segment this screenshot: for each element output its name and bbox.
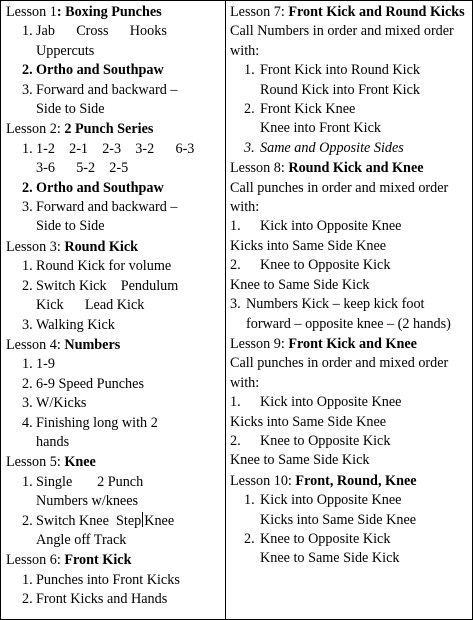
list-item: 2. Ortho and Southpaw (22, 179, 164, 196)
list-item: 3. Numbers Kick – keep kick foot forward – opposite knee – (2 hands) (230, 296, 451, 332)
lesson-title: Lesson 4: Numbers (6, 336, 121, 353)
list-item: 1. 1-2 2-1 2-3 3-2 6-3 3-6 5-2 2-5 (22, 140, 195, 177)
list-item: 3. Forward and backward – Side to Side (22, 81, 178, 118)
lesson-1 (6, 3, 222, 119)
lesson-title: Lesson 1: Boxing Punches (6, 4, 162, 20)
lesson-title: Lesson 9: Front Kick and Knee (230, 335, 417, 352)
list-item: 1. Kick into Opposite Knee Kicks into Same Side Knee (230, 394, 402, 430)
list-item: 4. Finishing long with 2 hands (22, 414, 158, 450)
lesson-title: Lesson 2: 2 Punch Series (6, 121, 154, 138)
lesson-8 (230, 159, 470, 334)
lesson-10 (230, 472, 470, 569)
lesson-title: Lesson 3: Round Kick (6, 238, 139, 255)
list-item: 1. Single 2 Punch Numbers w/knees (22, 473, 144, 510)
list-item: 1. Punches into Front Kicks (22, 571, 180, 588)
list-item: 2. Front Kick Knee Knee into Front Kick (244, 101, 381, 137)
lesson-intro: Call punches in order and mixed order with: (230, 355, 449, 391)
list-item: 3. Walking Kick (22, 316, 115, 333)
list-item: 1. 1-9 (22, 356, 55, 373)
lesson-title: Lesson 5: Knee (6, 454, 96, 471)
list-item: 1. Kick into Opposite Knee Kicks into Same Side Knee (244, 492, 417, 528)
column-divider (225, 0, 226, 620)
lesson-title: Lesson 6: Front Kick (6, 552, 132, 569)
lesson-intro: Call Numbers in order and mixed order with: (230, 23, 454, 59)
table-border-left (0, 0, 1, 620)
lesson-3 (6, 238, 222, 335)
lesson-7 (230, 3, 470, 158)
table-border-top (0, 0, 473, 1)
list-item: 1. Jab Cross Hooks Uppercuts (22, 23, 167, 59)
lesson-title: Lesson 10: Front, Round, Knee (230, 472, 417, 489)
list-item: 3. W/Kicks (22, 395, 87, 412)
list-item: 3. Forward and backward – Side to Side (22, 199, 178, 235)
lesson-2 (6, 120, 222, 236)
lesson-intro: Call punches in order and mixed order with: (230, 179, 449, 216)
right-column (230, 3, 470, 570)
list-item: 2. Knee to Opposite Kick Knee to Same Side Kick (230, 257, 391, 293)
list-item: 1. Kick into Opposite Knee Kicks into Same Side Knee (230, 218, 402, 254)
list-item: 2. 6-9 Speed Punches (22, 375, 144, 392)
list-item: 2. Ortho and Southpaw (22, 62, 164, 79)
lesson-title: Lesson 7: Front Kick and Round Kicks (230, 4, 465, 20)
list-item: 1. Round Kick for volume (22, 258, 172, 275)
list-item: 2. Knee to Opposite Kick Knee to Same Side Kick (230, 432, 391, 469)
list-item: 2. Switch Kick Pendulum Kick Lead Kick (22, 277, 179, 314)
lesson-title: Lesson 8: Round Kick and Knee (230, 160, 424, 177)
lesson-9 (230, 335, 470, 471)
lesson-4 (6, 336, 222, 452)
list-item: 2. Front Kicks and Hands (22, 591, 168, 608)
list-item: 2. Switch Knee Step Knee Angle off Track (22, 512, 175, 548)
list-item: 2. Knee to Opposite Kick Knee to Same Side Kick (244, 530, 400, 567)
list-item: 1. Front Kick into Round Kick Round Kick into Front Kick (244, 62, 420, 98)
left-column (6, 3, 222, 611)
lesson-5 (6, 453, 222, 550)
list-item: 3. Same and Opposite Sides (244, 139, 404, 156)
lesson-6 (6, 551, 222, 609)
